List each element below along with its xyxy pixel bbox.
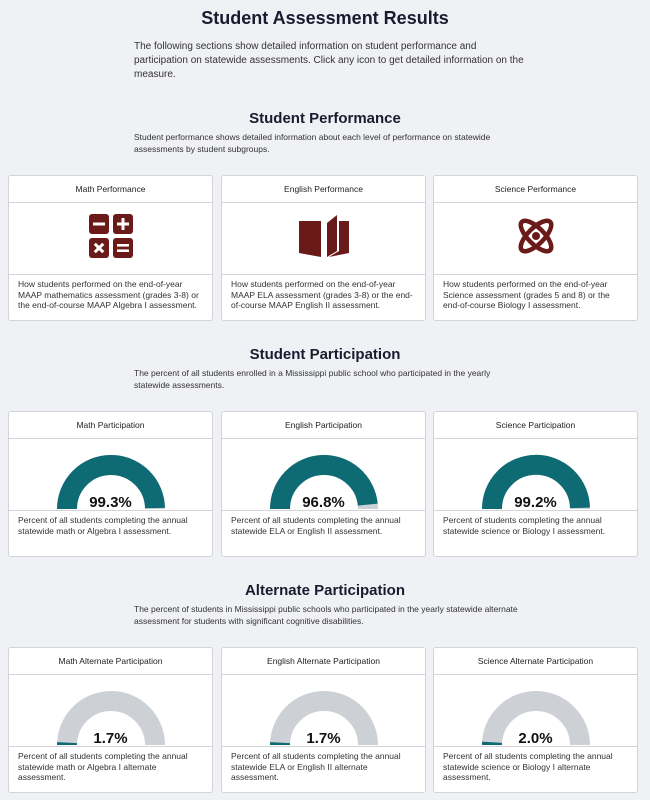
participation-gauge[interactable] xyxy=(56,453,166,511)
card-description: Percent of all students completing the annual statewide science or Biology I alternate assessment. xyxy=(443,751,613,782)
card-description: Percent of all students completing the annual statewide math or Algebra I assessment. xyxy=(18,515,188,536)
card-icon-area[interactable] xyxy=(434,203,637,275)
page-title: Student Assessment Results xyxy=(201,8,449,28)
card-description: Percent of all students completing the annual statewide ELA or English II alternate assessment. xyxy=(231,751,401,782)
gauge-value: 99.3% xyxy=(89,493,132,511)
english-alternate-participation-card[interactable] xyxy=(221,647,426,793)
science-participation-card[interactable] xyxy=(433,411,638,557)
card-description: Percent of students completing the annual statewide science or Biology I assessment. xyxy=(443,515,606,536)
card-description: Percent of all students completing the annual statewide ELA or English II assessment. xyxy=(231,515,401,536)
card-gauge-area[interactable] xyxy=(434,675,637,747)
math-performance-card[interactable] xyxy=(8,175,213,321)
card-description: How students performed on the end-of-year MAAP ELA assessment (grades 3-8) or the end-of-course MAAP English II assessment. xyxy=(231,279,413,310)
english-performance-card[interactable] xyxy=(221,175,426,321)
card-title: Science Alternate Participation xyxy=(434,648,637,675)
gauge-value: 1.7% xyxy=(93,729,128,747)
atom-icon[interactable] xyxy=(513,213,559,264)
science-performance-card[interactable] xyxy=(433,175,638,321)
card-gauge-area[interactable] xyxy=(9,675,212,747)
card-description: How students performed on the end-of-year MAAP mathematics assessment (grades 3-8) or the end-of-course MAAP Algebra I assessment. xyxy=(18,279,199,310)
card-title: English Alternate Participation xyxy=(222,648,425,675)
participation-section-description: The percent of all students enrolled in a Mississippi public school who participated in the yearly statewide assessments. xyxy=(134,368,491,390)
participation-section-title: Student Participation xyxy=(249,346,401,363)
alternate-section-description: The percent of students in Mississippi public schools who participated in the yearly statewide alternate assessment for students with significant cognitive disabilities. xyxy=(134,604,518,626)
math-alternate-participation-card[interactable] xyxy=(8,647,213,793)
card-title: Math Alternate Participation xyxy=(9,648,212,675)
performance-section-description: Student performance shows detailed information about each level of performance on statewide assessments by student subgroups. xyxy=(134,132,491,154)
open-book-icon[interactable] xyxy=(297,213,351,264)
card-icon-area[interactable] xyxy=(9,203,212,275)
card-gauge-area[interactable] xyxy=(222,439,425,511)
card-title: English Performance xyxy=(222,176,425,203)
alternate-participation-gauge[interactable] xyxy=(269,689,379,747)
page-intro: The following sections show detailed information on student performance and participation on statewide assessments. Click any icon to get detailed information on the measure. xyxy=(134,41,524,80)
card-title: Math Participation xyxy=(9,412,212,439)
alternate-participation-gauge[interactable] xyxy=(56,689,166,747)
card-gauge-area[interactable] xyxy=(434,439,637,511)
card-title: Math Performance xyxy=(9,176,212,203)
card-title: English Participation xyxy=(222,412,425,439)
card-title: Science Performance xyxy=(434,176,637,203)
card-icon-area[interactable] xyxy=(222,203,425,275)
card-gauge-area[interactable] xyxy=(222,675,425,747)
participation-gauge[interactable] xyxy=(269,453,379,511)
card-title: Science Participation xyxy=(434,412,637,439)
card-description: Percent of all students completing the annual statewide math or Algebra I alternate assessment. xyxy=(18,751,188,782)
science-alternate-participation-card[interactable] xyxy=(433,647,638,793)
gauge-value: 99.2% xyxy=(514,493,557,511)
gauge-value: 96.8% xyxy=(302,493,345,511)
gauge-value: 1.7% xyxy=(306,729,341,747)
performance-section-title: Student Performance xyxy=(249,110,401,127)
math-participation-card[interactable] xyxy=(8,411,213,557)
card-gauge-area[interactable] xyxy=(9,439,212,511)
english-participation-card[interactable] xyxy=(221,411,426,557)
alternate-section-title: Alternate Participation xyxy=(244,582,406,599)
participation-gauge[interactable] xyxy=(481,453,591,511)
card-description: How students performed on the end-of-year Science assessment (grades 5 and 8) or the end-of-course Biology I assessment. xyxy=(443,279,610,310)
alternate-participation-gauge[interactable] xyxy=(481,689,591,747)
calculator-icon[interactable] xyxy=(87,212,135,265)
gauge-value: 2.0% xyxy=(518,729,553,747)
